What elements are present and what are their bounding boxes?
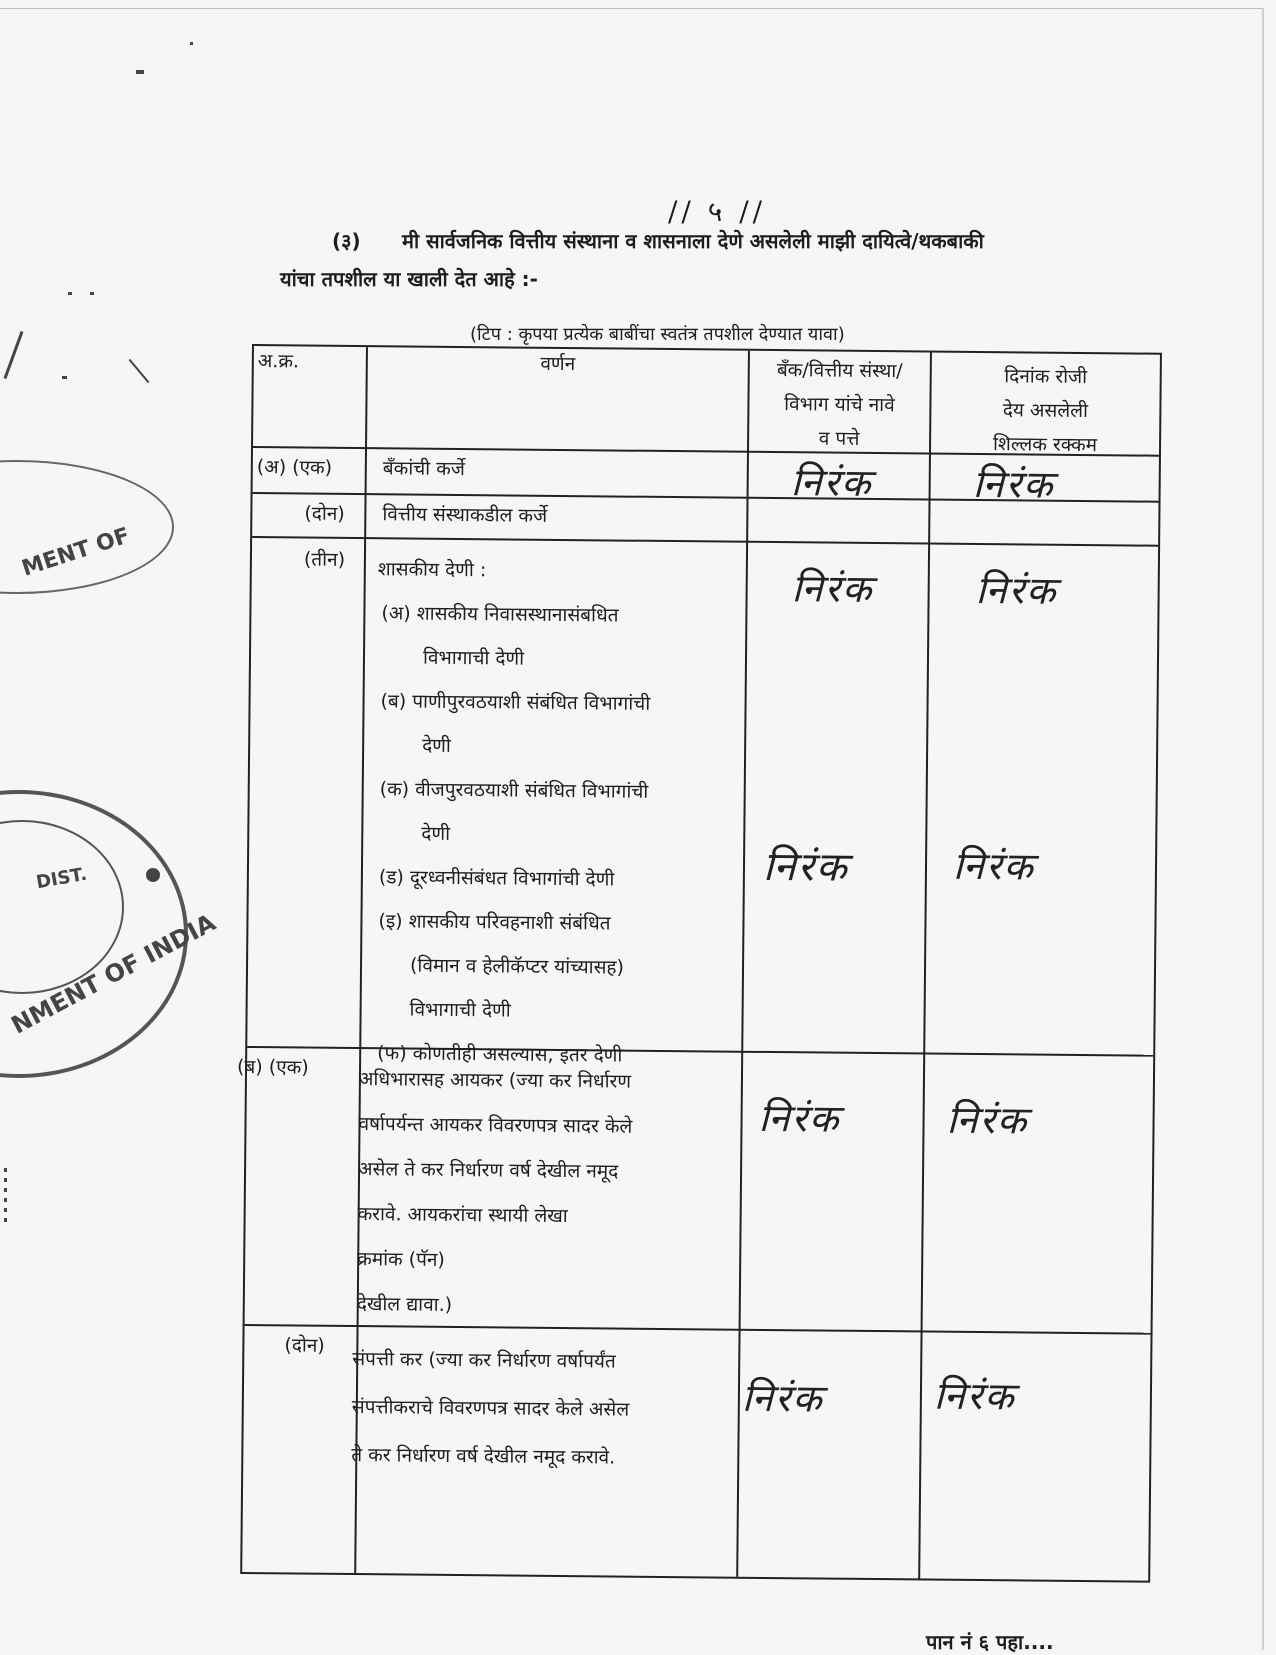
row-a3-amount-nil-mid: निरंक	[952, 843, 1035, 889]
row-a3-item-a-2: विभागाची देणी	[422, 646, 525, 670]
row-a3-title: शासकीय देणी :	[377, 558, 487, 582]
scan-speck	[62, 376, 67, 379]
row-a3-item-c-2: देणी	[421, 822, 451, 845]
row-a3-description	[373, 547, 748, 1079]
row-a3-bank-nil-mid: निरंक	[762, 843, 849, 891]
header-bank-line-3: व पत्ते	[818, 427, 860, 450]
row-b1-line-6: देखील द्यावा.)	[356, 1293, 453, 1316]
header-amount	[931, 359, 1160, 463]
row-a3-item-e-3: विभागाची देणी	[409, 998, 511, 1022]
row-b1-amount-nil: निरंक	[946, 1097, 1029, 1143]
liabilities-table	[236, 344, 1162, 1583]
row-b1-line-5: क्रमांक (पॅन)	[357, 1248, 445, 1271]
scan-speck	[136, 70, 144, 74]
row-b1-line-1: अधिभारासह आयकर (ज्या कर निर्धारण	[358, 1068, 632, 1093]
header-bank-name	[749, 353, 930, 457]
row-b2-line-1: संपत्ती कर (ज्या कर निर्धारण वर्षापर्यंत	[352, 1348, 616, 1373]
section-number: (३)	[332, 229, 361, 253]
page-number: // ५ //	[668, 195, 767, 228]
scan-speck	[4, 1168, 7, 1228]
row-b1-bank-nil: निरंक	[758, 1095, 841, 1141]
row-b1-line-3: असेल ते कर निर्धारण वर्ष देखील नमूद	[357, 1158, 619, 1183]
row-a3-sr: (तीन)	[303, 548, 346, 571]
row-a3-item-b-1: (ब) पाणीपुरवठयाशी संबंधित विभागांची	[380, 690, 651, 715]
row-b1-line-4: करावे. आयकरांचा स्थायी लेखा	[357, 1203, 568, 1228]
header-amount-line-3: शिल्लक रक्कम	[992, 433, 1098, 457]
row-b1-line-2: वर्षापर्यन्त आयकर विवरणपत्र सादर केले	[358, 1113, 633, 1138]
row-b2-description	[351, 1335, 742, 1483]
scan-speck	[129, 359, 150, 383]
row-b2-amount-nil: निरंक	[933, 1373, 1016, 1419]
stamp-dot	[146, 868, 160, 882]
stamp-lower-text: NMENT OF INDIA	[6, 908, 221, 1040]
page-footer-continue: पान नं ६ पहा....	[926, 1630, 1054, 1654]
row-a3-bank-nil-top: निरंक	[791, 566, 874, 611]
stamp-upper-text: MENT OF	[18, 523, 133, 582]
row-b2-sr: (दोन)	[284, 1334, 325, 1357]
row-a3-item-f: (फ) कोणतीही असल्यास, इतर देणी	[377, 1042, 623, 1067]
heading-line-2: यांचा तपशील या खाली देत आहे :-	[280, 267, 538, 291]
row-a3-item-e-2: (विमान व हेलीकॅप्टर यांच्यासह)	[409, 954, 625, 979]
row-a3-item-e-1: (इ) शासकीय परिवहनाशी संबंधित	[378, 910, 611, 935]
scan-speck	[4, 331, 24, 379]
scan-speck	[68, 292, 72, 295]
page-right-edge	[1262, 8, 1264, 1650]
row-a1-description: बँकांची कर्जे	[382, 457, 465, 481]
header-amount-line-2: देय असलेली	[1002, 399, 1089, 423]
row-b2-line-3: ते कर निर्धारण वर्ष देखील नमूद करावे.	[351, 1444, 616, 1469]
stamp-lower-inner-text: DIST.	[34, 863, 89, 894]
row-a3-item-b-2: देणी	[422, 734, 452, 757]
row-a3-item-c-1: (क) वीजपुरवठयाशी संबंधित विभागांची	[379, 778, 649, 803]
col-divider-3	[918, 353, 932, 1579]
header-bank-line-2: विभाग यांचे नावे	[784, 393, 895, 417]
row-b1-description	[357, 1057, 740, 1331]
header-bank-line-1: बँक/वित्तीय संस्था/	[776, 359, 903, 383]
row-b1-sr: (ब) (एक)	[236, 1055, 309, 1079]
header-sr: अ.क्र.	[257, 350, 300, 373]
row-a3-item-a-1: (अ) शासकीय निवासस्थानासंबधित	[381, 602, 619, 627]
section-heading	[280, 222, 1184, 298]
row-a1-bank-nil: निरंक	[790, 460, 873, 505]
scan-speck	[90, 292, 94, 295]
row-a3-amount-nil-top: निरंक	[975, 567, 1058, 613]
heading-line-1: मी सार्वजनिक वित्तीय संस्थाना व शासनाला देणे असलेली माझी दायित्वे/थकबाकी	[402, 229, 984, 253]
row-divider-2	[252, 536, 1158, 547]
note-text: (टिप : कृपया प्रत्येक बाबींचा स्वतंत्र तपशील देण्यात यावा)	[470, 324, 845, 345]
row-a3-item-d: (ड) दूरध्वनीसंबंधत विभागांची देणी	[378, 866, 615, 891]
header-description: वर्णन	[540, 352, 576, 376]
row-a1-amount-nil: निरंक	[972, 461, 1055, 507]
page-top-edge	[0, 8, 1262, 9]
row-a2-description: वित्तीय संस्थाकडील कर्जे	[382, 503, 548, 527]
row-a1-sr: (अ) (एक)	[256, 456, 333, 479]
header-amount-line-1: दिनांक रोजी	[1004, 365, 1088, 389]
scan-speck	[190, 42, 193, 45]
row-a2-sr: (दोन)	[304, 502, 345, 525]
row-b2-line-2: संपत्तीकराचे विवरणपत्र सादर केले असेल	[351, 1396, 630, 1421]
row-b2-bank-nil: निरंक	[741, 1375, 824, 1421]
